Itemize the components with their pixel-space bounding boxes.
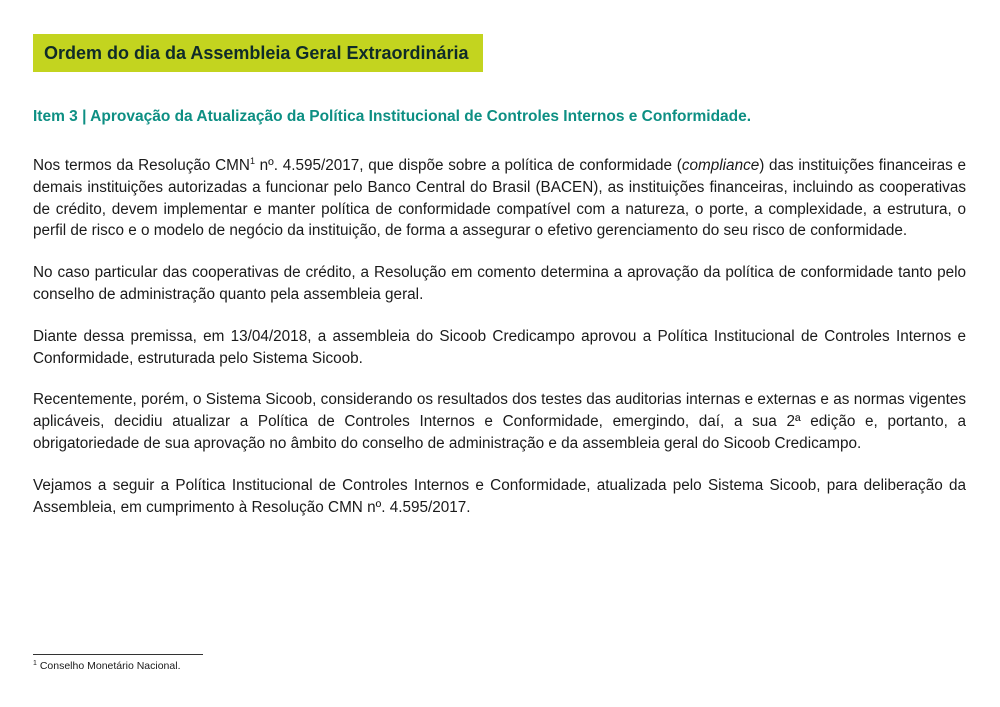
paragraph-3: Diante dessa premissa, em 13/04/2018, a assembleia do Sicoob Credicampo aprovou a Política Institucional de Controles Internos e Conformidade, estruturada pelo Sistema Sicoob. (33, 327, 966, 367)
footnote-reference: 1 (249, 156, 255, 166)
footnote-text: Conselho Monetário Nacional. (36, 660, 181, 672)
footnote-divider (33, 654, 203, 655)
item-title: Item 3 | Aprovação da Atualização da Política Institucional de Controles Internos e Conformidade. (33, 108, 752, 125)
footnote-number: 1 (33, 660, 37, 667)
paragraph-2: No caso particular das cooperativas de crédito, a Resolução em comento determina a aprovação da política de conformidade tanto pelo conselho de administração quanto pela assembleia geral. (33, 264, 966, 303)
agenda-header (33, 34, 483, 72)
document-body (33, 155, 966, 538)
paragraph-5: Vejamos a seguir a Política Institucional de Controles Internos e Conformidade, atualizada pelo Sistema Sicoob, para deliberação da Assembleia, em cumprimento à Resolução CMN nº. 4.595/2017. (33, 476, 966, 516)
paragraph-4: Recentemente, porém, o Sistema Sicoob, considerando os resultados dos testes das auditorias internas e externas e as normas vigentes aplicáveis, decidiu atualizar a Política de Controles Internos e Conformidade, emergindo, daí, a sua 2ª edição e, portanto, a obrigatoriedade de sua aprovação no âmbito do conselho de administração e da assembleia geral do Sicoob Credicampo. (33, 391, 966, 452)
agenda-header-title: Ordem do dia da Assembleia Geral Extraordinária (44, 42, 469, 63)
footnote (33, 660, 181, 672)
paragraph-1: Nos termos da Resolução CMN$^1$ nº. 4.595/2017, que dispõe sobre a política de conformidade (compliance) das instituições financeiras e demais instituições autorizadas a funcionar pelo Banco Central do Brasil (BACEN), as instituições financeiras, incluindo as cooperativas de crédito, devem implementar e manter política de conformidade compatível com a natureza, o porte, a complexidade, a estrutura, o perfil de risco e o modelo de negócio da instituição, de forma a assegurar o efetivo gerenciamento do seu risco de conformidade. (33, 156, 966, 240)
